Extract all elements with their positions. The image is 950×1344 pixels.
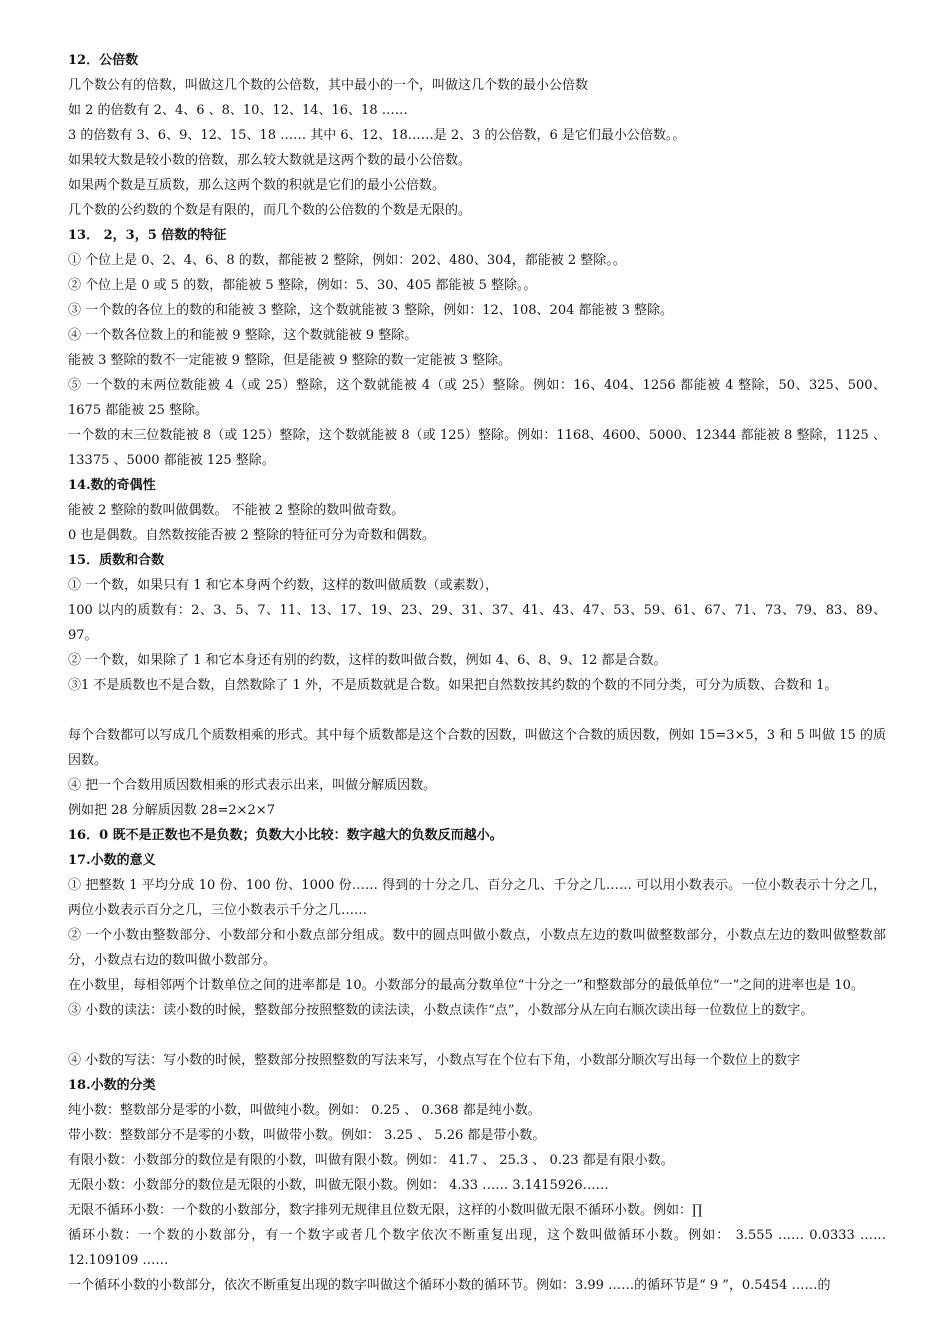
section-heading: 13． 2，3，5 倍数的特征	[68, 228, 227, 243]
body-paragraph: 循环小数：一个数的小数部分，有一个数字或者几个数字依次不断重复出现，这个数叫做循环小数。例如： 3.555 …… 0.0333 …… 12.109109 ……	[68, 1228, 886, 1268]
body-paragraph: 一个数的末三位数能被 8（或 125）整除，这个数就能被 8（或 125）整除。例如：1168、4600、5000、12344 都能被 8 整除，1125 、13375 、5000 都能被 125 整除。	[68, 428, 886, 468]
body-paragraph: 几个数的公约数的个数是有限的，而几个数的公倍数的个数是无限的。	[68, 203, 472, 218]
body-paragraph: ③1 不是质数也不是合数，自然数除了 1 外，不是质数就是合数。如果把自然数按其约数的个数的不同分类，可分为质数、合数和 1。	[68, 678, 838, 693]
section-heading: 17.小数的意义	[68, 853, 156, 868]
body-paragraph: 无限小数：小数部分的数位是无限的小数，叫做无限小数。例如： 4.33 …… 3.1415926……	[68, 1178, 609, 1193]
body-paragraph: ④ 小数的写法：写小数的时候，整数部分按照整数的写法来写，小数点写在个位右下角，小数部分顺次写出每一个数位上的数字	[68, 1053, 801, 1068]
body-paragraph: 纯小数：整数部分是零的小数，叫做纯小数。例如： 0.25 、 0.368 都是纯小数。	[68, 1103, 541, 1118]
section-heading: 18.小数的分类	[68, 1078, 156, 1093]
body-paragraph: 3 的倍数有 3、6、9、12、15、18 …… 其中 6、12、18……是 2、3 的公倍数，6 是它们最小公倍数。。	[68, 128, 686, 143]
body-paragraph: 带小数：整数部分不是零的小数，叫做带小数。例如： 3.25 、 5.26 都是带小数。	[68, 1128, 546, 1143]
body-paragraph: ⑤ 一个数的末两位数能被 4（或 25）整除，这个数就能被 4（或 25）整除。例如：16、404、1256 都能被 4 整除，50、325、500、1675 都能被 25 整除。	[68, 378, 886, 418]
body-paragraph: ④ 把一个合数用质因数相乘的形式表示出来，叫做分解质因数。	[68, 778, 437, 793]
body-paragraph: ① 把整数 1 平均分成 10 份、100 份、1000 份…… 得到的十分之几、百分之几、千分之几…… 可以用小数表示。一位小数表示十分之几，两位小数表示百分之几，三位小数表示千分之几……	[68, 878, 886, 918]
body-paragraph: 一个循环小数的小数部分，依次不断重复出现的数字叫做这个循环小数的循环节。例如：3.99 ……的循环节是“ 9 ”，0.5454 ……的	[68, 1278, 831, 1293]
body-paragraph: 每个合数都可以写成几个质数相乘的形式。其中每个质数都是这个合数的因数，叫做这个合数的质因数，例如 15=3×5，3 和 5 叫做 15 的质因数。	[68, 728, 886, 768]
body-paragraph: 能被 3 整除的数不一定能被 9 整除，但是能被 9 整除的数一定能被 3 整除。	[68, 353, 512, 368]
body-paragraph: ② 一个小数由整数部分、小数部分和小数点部分组成。数中的圆点叫做小数点，小数点左边的数叫做整数部分，小数点左边的数叫做整数部分，小数点右边的数叫做小数部分。	[68, 928, 886, 968]
body-paragraph: 例如把 28 分解质因数 28=2×2×7	[68, 803, 275, 818]
section-heading: 15．质数和合数	[68, 553, 165, 568]
document-page	[68, 48, 886, 1298]
section-heading: 16．0 既不是正数也不是负数；负数大小比较：数字越大的负数反而越小。	[68, 828, 503, 843]
body-paragraph: 无限不循环小数：一个数的小数部分，数字排列无规律且位数无限，这样的小数叫做无限不循环小数。例如：∏	[68, 1203, 703, 1218]
body-paragraph: 能被 2 整除的数叫做偶数。 不能被 2 整除的数叫做奇数。	[68, 503, 405, 518]
body-paragraph: ② 一个数，如果除了 1 和它本身还有别的约数，这样的数叫做合数，例如 4、6、8、9、12 都是合数。	[68, 653, 667, 668]
body-paragraph: 0 也是偶数。自然数按能否被 2 整除的特征可分为奇数和偶数。	[68, 528, 435, 543]
body-paragraph: 如果两个数是互质数，那么这两个数的积就是它们的最小公倍数。	[68, 178, 446, 193]
body-paragraph: ② 个位上是 0 或 5 的数，都能被 5 整除，例如：5、30、405 都能被 5 整除。。	[68, 278, 537, 293]
body-paragraph: ① 个位上是 0、2、4、6、8 的数，都能被 2 整除，例如：202、480、304，都能被 2 整除。。	[68, 253, 626, 268]
body-paragraph: ③ 一个数的各位上的数的和能被 3 整除，这个数就能被 3 整除，例如：12、108、204 都能被 3 整除。	[68, 303, 674, 318]
blank-line	[68, 698, 886, 723]
body-paragraph: 在小数里，每相邻两个计数单位之间的进率都是 10。小数部分的最高分数单位“十分之一”和整数部分的最低单位“一”之间的进率也是 10。	[68, 978, 864, 993]
body-paragraph: 几个数公有的倍数，叫做这几个数的公倍数，其中最小的一个，叫做这几个数的最小公倍数	[68, 78, 589, 93]
section-heading: 14.数的奇偶性	[68, 478, 156, 493]
blank-line	[68, 1023, 886, 1048]
body-paragraph: 100 以内的质数有：2、3、5、7、11、13、17、19、23、29、31、37、41、43、47、53、59、61、67、71、73、79、83、89、97。	[68, 603, 886, 643]
body-paragraph: 有限小数：小数部分的数位是有限的小数，叫做有限小数。例如： 41.7 、 25.3 、 0.23 都是有限小数。	[68, 1153, 674, 1168]
section-heading: 12．公倍数	[68, 53, 139, 68]
body-paragraph: ④ 一个数各位数上的和能被 9 整除，这个数就能被 9 整除。	[68, 328, 418, 343]
body-paragraph: 如 2 的倍数有 2、4、6 、8、10、12、14、16、18 ……	[68, 103, 408, 118]
body-paragraph: 如果较大数是较小数的倍数，那么较大数就是这两个数的最小公倍数。	[68, 153, 472, 168]
body-paragraph: ③ 小数的读法：读小数的时候，整数部分按照整数的读法读，小数点读作“点”，小数部分从左向右顺次读出每一位数位上的数字。	[68, 1003, 814, 1018]
body-paragraph: ① 一个数，如果只有 1 和它本身两个约数，这样的数叫做质数（或素数），	[68, 578, 499, 593]
